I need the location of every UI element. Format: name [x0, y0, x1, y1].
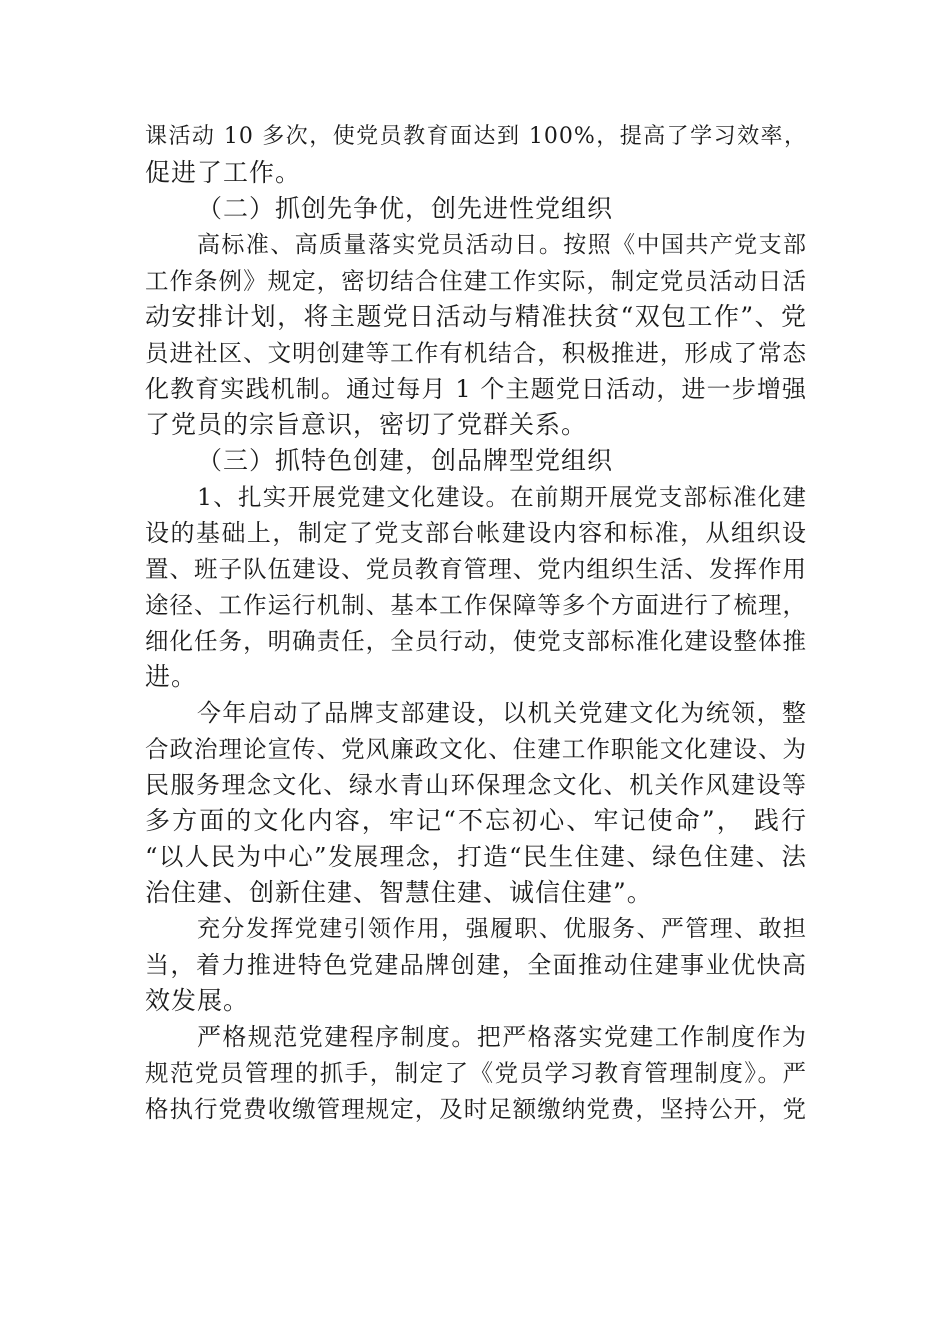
- section-heading-line: （二）抓创先争优，创先进性党组织: [197, 194, 614, 223]
- paragraph-line: 员进社区、文明创建等工作有机结合，积极推进，形成了常态: [145, 339, 807, 367]
- paragraph-line: 严格规范党建程序制度。把严格落实党建工作制度作为: [197, 1023, 807, 1051]
- paragraph-line: 格执行党费收缴管理规定，及时足额缴纳党费，坚持公开，党: [145, 1095, 807, 1123]
- paragraph-line: 细化任务，明确责任，全员行动，使党支部标准化建设整体推: [145, 627, 807, 655]
- paragraph-line: 课活动 10 多次，使党员教育面达到 100%，提高了学习效率，: [145, 124, 807, 149]
- paragraph-line: 设的基础上，制定了党支部台帐建设内容和标准，从组织设: [145, 519, 807, 547]
- document-page: [145, 119, 807, 1127]
- paragraph-line: 高标准、高质量落实党员活动日。按照《中国共产党支部: [197, 232, 807, 258]
- paragraph-line: 合政治理论宣传、党风廉政文化、住建工作职能文化建设、为: [145, 735, 807, 763]
- paragraph-line: 今年启动了品牌支部建设，以机关党建文化为统领，整: [197, 699, 807, 727]
- paragraph-line: 效发展。: [145, 986, 250, 1015]
- paragraph-line: “以人民为中心”发展理念，打造“民生住建、绿色住建、法: [145, 842, 807, 871]
- paragraph-line: 工作条例》规定，密切结合住建工作实际，制定党员活动日活: [145, 267, 807, 295]
- paragraph-line: 进。: [145, 662, 198, 691]
- paragraph-line: 动安排计划，将主题党日活动与精准扶贫“双包工作”、党: [145, 302, 807, 331]
- paragraph-line: 途径、工作运行机制、基本工作保障等多个方面进行了梳理，: [145, 591, 807, 619]
- paragraph-line: 治住建、创新住建、智慧住建、诚信住建”。: [145, 878, 653, 907]
- paragraph-line: 规范党员管理的抓手，制定了《党员学习教育管理制度》。严: [145, 1059, 807, 1087]
- paragraph-line: 置、班子队伍建设、党员教育管理、党内组织生活、发挥作用: [145, 555, 807, 583]
- paragraph-line: 民服务理念文化、绿水青山环保理念文化、机关作风建设等: [145, 771, 807, 799]
- paragraph-line: 促进了工作。: [145, 158, 302, 187]
- paragraph-line: 化教育实践机制。通过每月 1 个主题党日活动，进一步增强: [145, 375, 807, 403]
- paragraph-line: 1、扎实开展党建文化建设。在前期开展党支部标准化建: [197, 483, 807, 511]
- paragraph-line: 了党员的宗旨意识，密切了党群关系。: [145, 410, 588, 439]
- paragraph-line: 充分发挥党建引领作用，强履职、优服务、严管理、敢担: [197, 916, 807, 942]
- section-heading-line: （三）抓特色创建，创品牌型党组织: [197, 446, 614, 475]
- paragraph-line: 当，着力推进特色党建品牌创建，全面推动住建事业优快高: [145, 951, 807, 979]
- paragraph-line: 多方面的文化内容，牢记“不忘初心、牢记使命”， 践行: [145, 806, 807, 835]
